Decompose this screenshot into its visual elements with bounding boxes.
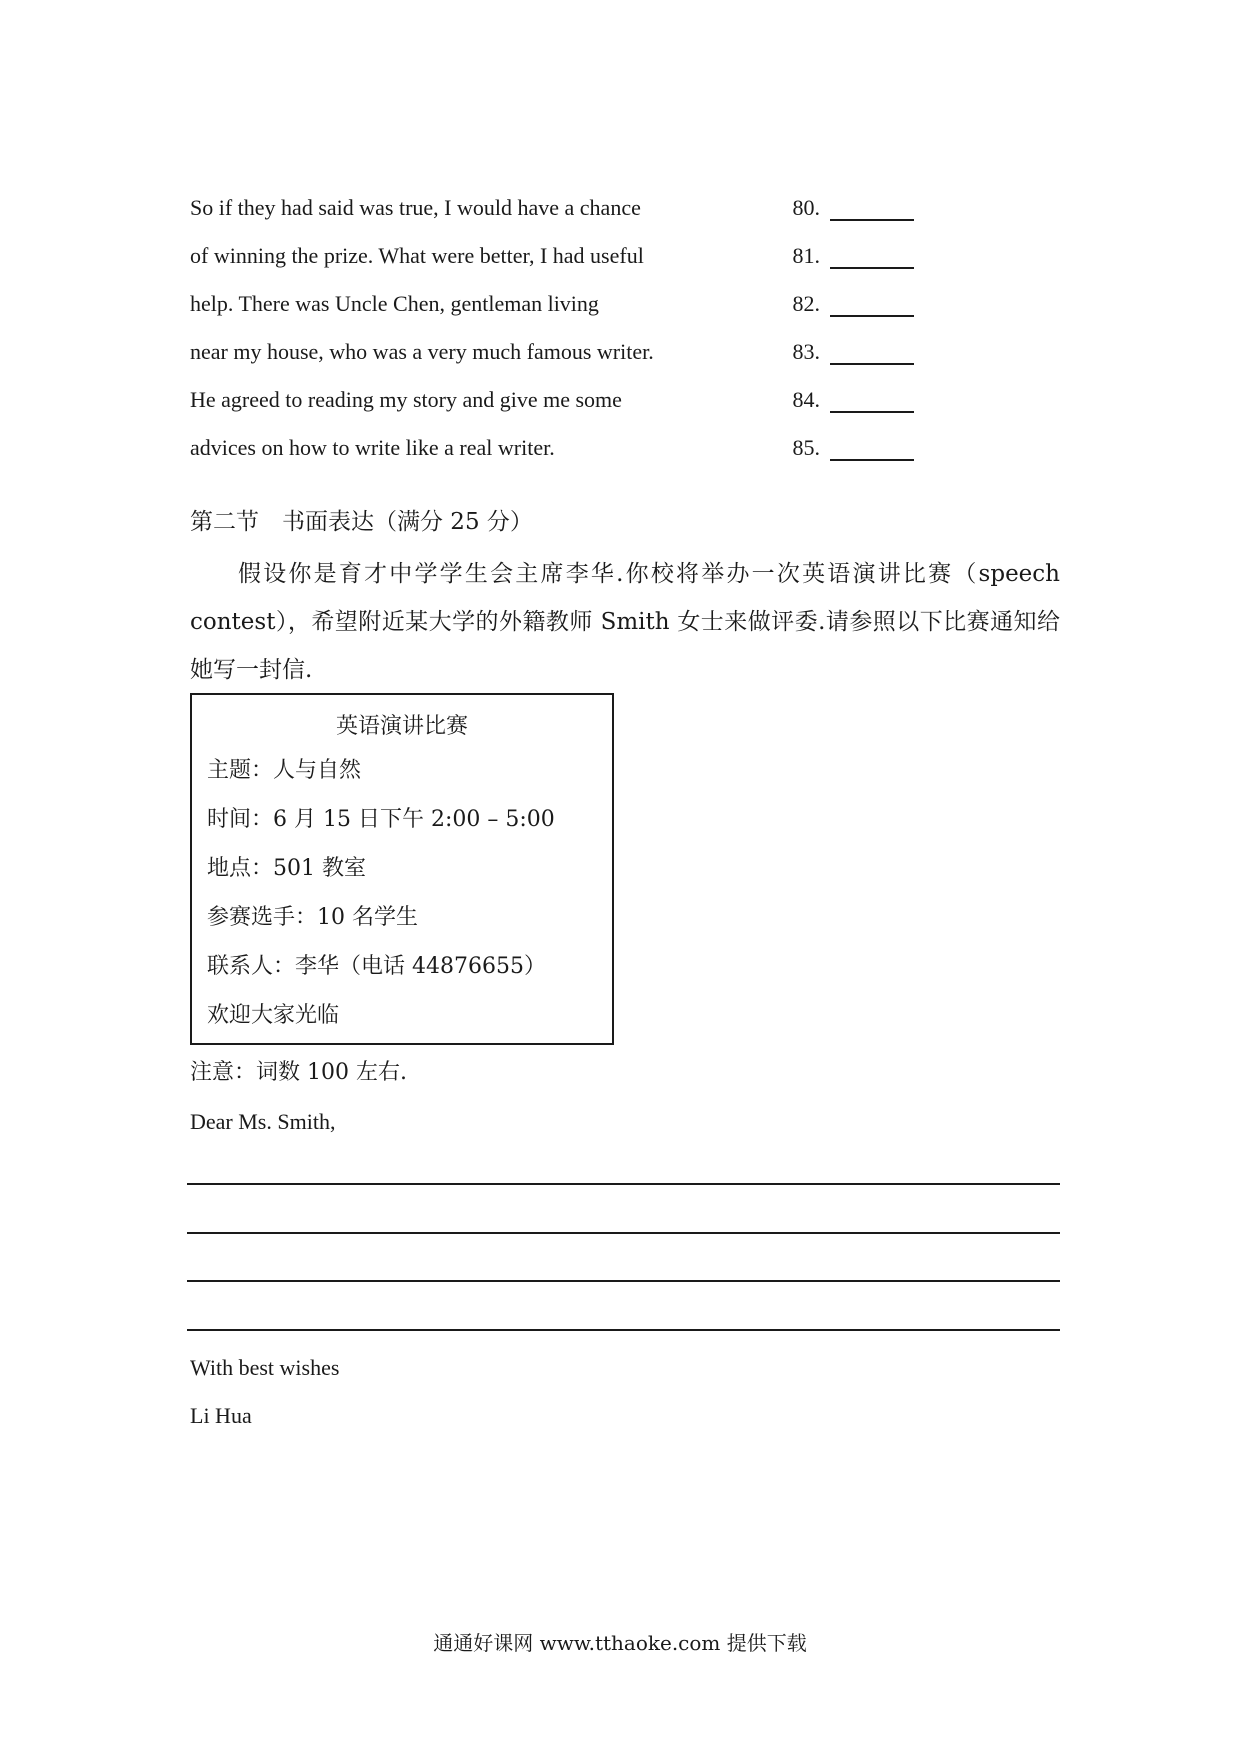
passage-text: advices on how to write like a real writer. <box>190 435 555 460</box>
answer-blank[interactable] <box>830 459 914 461</box>
answer-blank[interactable] <box>830 267 914 269</box>
answer-blank[interactable] <box>830 411 914 413</box>
passage-text: help. There was Uncle Chen, gentleman living <box>190 291 599 316</box>
question-number: 85. <box>792 435 820 460</box>
passage-line <box>190 334 930 370</box>
writing-line[interactable] <box>187 1280 1060 1282</box>
writing-line[interactable] <box>187 1232 1060 1234</box>
passage-line <box>190 190 930 226</box>
page-footer: 通通好课网 www.tthaoke.com 提供下载 <box>433 1631 807 1655</box>
writing-line[interactable] <box>187 1183 1060 1185</box>
writing-prompt: 假设你是育才中学学生会主席李华.你校将举办一次英语演讲比赛（speech contest），希望附近某大学的外籍教师 Smith 女士来做评委.请参照以下比赛通知给她写一封信. <box>190 561 1060 683</box>
letter-closing: With best wishes <box>190 1355 340 1380</box>
letter-signature: Li Hua <box>190 1403 252 1428</box>
passage-text: He agreed to reading my story and give me some <box>190 387 622 412</box>
answer-blank[interactable] <box>830 315 914 317</box>
passage-line <box>190 286 930 322</box>
letter-salutation: Dear Ms. Smith, <box>190 1109 336 1134</box>
question-number: 83. <box>792 339 820 364</box>
notice-contestants: 参赛选手：10 名学生 <box>207 905 418 930</box>
passage-text: of winning the prize. What were better, I had useful <box>190 243 644 268</box>
passage-line <box>190 238 930 274</box>
contest-notice-box <box>190 693 614 1045</box>
question-number: 80. <box>792 195 820 220</box>
passage-line <box>190 430 930 466</box>
question-number: 81. <box>792 243 820 268</box>
notice-title: 英语演讲比赛 <box>335 714 468 739</box>
notice-contact: 联系人：李华（电话 44876655） <box>207 954 546 979</box>
writing-line[interactable] <box>187 1329 1060 1331</box>
passage-text: near my house, who was a very much famous writer. <box>190 339 654 364</box>
word-count-note: 注意：词数 100 左右. <box>190 1060 407 1085</box>
answer-blank[interactable] <box>830 363 914 365</box>
notice-welcome: 欢迎大家光临 <box>207 1003 340 1028</box>
notice-theme: 主题：人与自然 <box>207 758 362 783</box>
question-number: 82. <box>792 291 820 316</box>
section-title: 第二节 书面表达（满分 25 分） <box>190 509 533 535</box>
notice-location: 地点：501 教室 <box>207 856 366 881</box>
passage-text: So if they had said was true, I would have a chance <box>190 195 641 220</box>
answer-blank[interactable] <box>830 219 914 221</box>
notice-time: 时间：6 月 15 日下午 2:00 – 5:00 <box>207 807 555 832</box>
passage-line <box>190 382 930 418</box>
question-number: 84. <box>792 387 820 412</box>
